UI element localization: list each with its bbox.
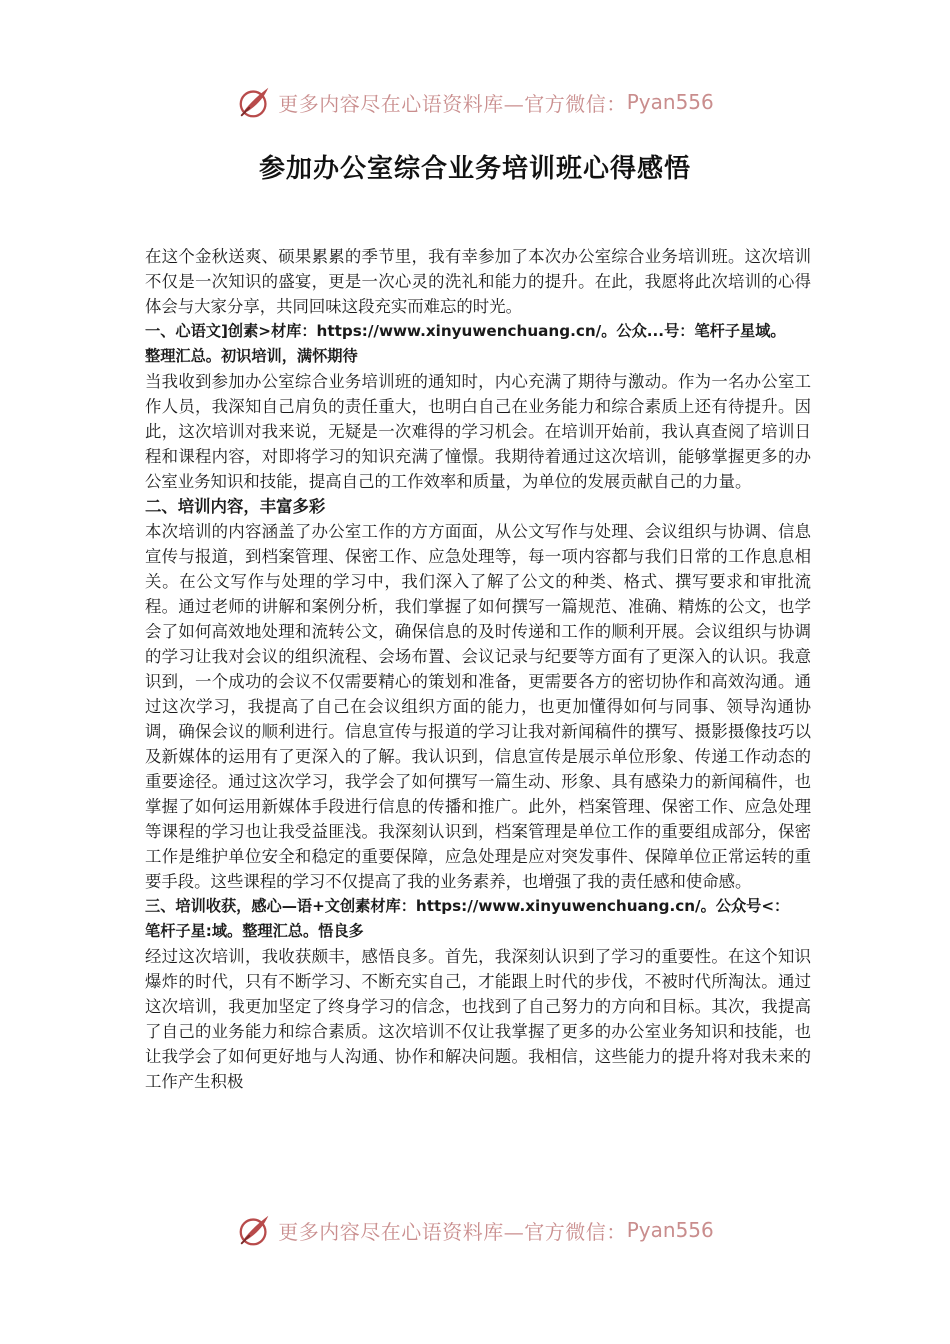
- section-1-heading-line-1: 一、心语文]创素>材库：https://www.xinyuwenchuang.cn/。公众...号：笔杆子星域。: [145, 322, 786, 340]
- banner-text: 更多内容尽在心语资料库—官方微信：: [278, 1219, 627, 1244]
- banner-wechat-id: Pyan556: [626, 1218, 714, 1242]
- section-3-heading-line-2: 笔杆子星:域。整理汇总。悟良多: [145, 922, 364, 940]
- section-2-heading: 二、培训内容，丰富多彩: [145, 497, 326, 516]
- section-3-paragraph: 经过这次培训，我收获颇丰，感悟良多。首先，我深刻认识到了学习的重要性。在这个知识爆炸的时代，只有不断学习、不断充实自己，才能跟上时代的步伐，不被时代所淘汰。通过这次培训，我更加坚定了终身学习的信念，也找到了自己努力的方向和目标。其次，我提高了自己的业务能力和综合素质。这次培训不仅让我掌握了更多的办公室业务知识和技能，也让我学会了如何更好地与人沟通、协作和解决问题。我相信，这些能力的提升将对我未来的工作产生积极: [145, 947, 811, 1091]
- document-title: 参加办公室综合业务培训班心得感悟: [258, 154, 691, 184]
- quill-logo-icon: [236, 83, 274, 121]
- banner-wechat-id: Pyan556: [626, 90, 714, 114]
- quill-logo-icon: [236, 1211, 274, 1249]
- section-2-paragraph: 本次培训的内容涵盖了办公室工作的方方面面，从公文写作与处理、会议组织与协调、信息宣传与报道，到档案管理、保密工作、应急处理等，每一项内容都与我们日常的工作息息相关。在公文写作与处理的学习中，我们深入了解了公文的种类、格式、撰写要求和审批流程。通过老师的讲解和案例分析，我们掌握了如何撰写一篇规范、准确、精炼的公文，也学会了如何高效地处理和流转公文，确保信息的及时传递和工作的顺利开展。会议组织与协调的学习让我对会议的组织流程、会场布置、会议记录与纪要等方面有了更深入的认识。我意识到，一个成功的会议不仅需要精心的策划和准备，更需要各方的密切协作和高效沟通。通过这次学习，我提高了自己在会议组织方面的能力，也更加懂得如何与同事、领导沟通协调，确保会议的顺利进行。信息宣传与报道的学习让我对新闻稿件的撰写、摄影摄像技巧以及新媒体的运用有了更深入的了解。我认识到，信息宣传是展示单位形象、传递工作动态的重要途径。通过这次学习，我学会了如何撰写一篇生动、形象、具有感染力的新闻稿件，也掌握了如何运用新媒体手段进行信息的传播和推广。此外，档案管理、保密工作、应急处理等课程的学习也让我受益匪浅。我深刻认识到，档案管理是单位工作的重要组成部分，保密工作是维护单位安全和稳定的重要保障，应急处理是应对突发事件、保障单位正常运转的重要手段。这些课程的学习不仅提高了我的业务素养，也增强了我的责任感和使命感。: [145, 522, 811, 891]
- footer-banner: [0, 1208, 950, 1252]
- section-1-paragraph: 当我收到参加办公室综合业务培训班的通知时，内心充满了期待与激动。作为一名办公室工作人员，我深知自己肩负的责任重大，也明白自己在业务能力和综合素质上还有待提升。因此，这次培训对我来说，无疑是一次难得的学习机会。在培训开始前，我认真查阅了培训日程和课程内容，对即将学习的知识充满了憧憬。我期待着通过这次培训，能够掌握更多的办公室业务知识和技能，提高自己的工作效率和质量，为单位的发展贡献自己的力量。: [145, 372, 811, 491]
- document-body: [145, 244, 811, 1094]
- banner-text: 更多内容尽在心语资料库—官方微信：: [278, 91, 627, 116]
- section-3-heading-line-1: 三、培训收获，感心—语+文创素材库：https://www.xinyuwenchuang.cn/。公众号<：: [145, 897, 790, 915]
- header-banner: [0, 80, 950, 124]
- section-1-heading-line-2: 整理汇总。初识培训，满怀期待: [145, 347, 358, 365]
- intro-paragraph: 在这个金秋送爽、硕果累累的季节里，我有幸参加了本次办公室综合业务培训班。这次培训不仅是一次知识的盛宴，更是一次心灵的洗礼和能力的提升。在此，我愿将此次培训的心得体会与大家分享，共同回味这段充实而难忘的时光。: [145, 247, 811, 316]
